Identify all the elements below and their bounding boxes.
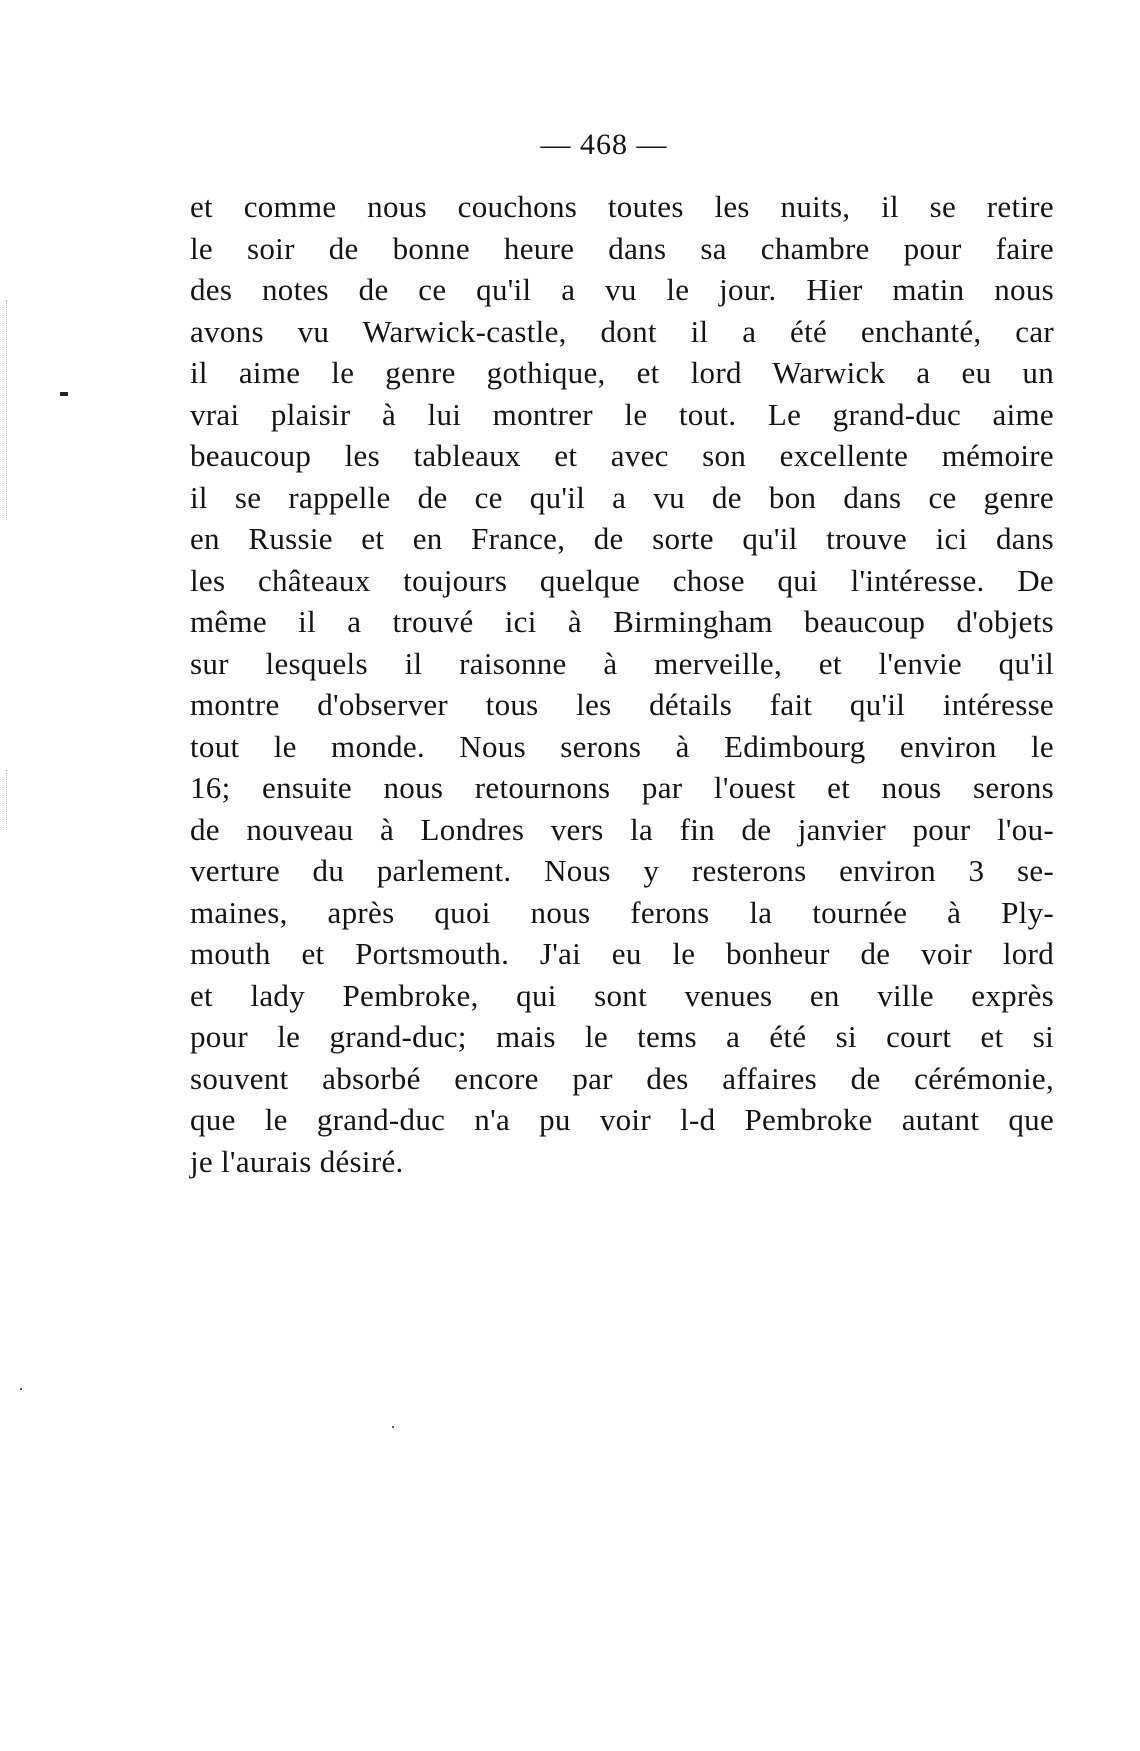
text-line: montre d'observer tous les détails fait qu'il intéresse <box>190 687 1054 722</box>
speck <box>392 1426 394 1428</box>
text-line: les châteaux toujours quelque chose qui l'intéresse. De <box>190 562 1054 598</box>
text-line: verture du parlement. Nous y resterons environ 3 se- <box>190 853 1054 888</box>
margin-mark <box>60 392 68 396</box>
left-edge-dots-lower <box>6 770 8 830</box>
text-line: mouth et Portsmouth. J'ai eu le bonheur de voir lord <box>190 936 1054 971</box>
text-line: maines, après quoi nous ferons la tournée à Ply- <box>190 894 1054 930</box>
text-line: et lady Pembroke, qui sont venues en ville exprès <box>190 977 1054 1013</box>
speck <box>20 1388 22 1390</box>
text-line: tout le monde. Nous serons à Edimbourg environ le <box>190 728 1054 764</box>
text-line: vrai plaisir à lui montrer le tout. Le grand-duc aime <box>190 396 1054 432</box>
text-line: en Russie et en France, de sorte qu'il trouve ici dans <box>190 521 1054 556</box>
text-line: des notes de ce qu'il a vu le jour. Hier matin nous <box>190 272 1054 307</box>
text-line: le soir de bonne heure dans sa chambre pour faire <box>190 230 1054 266</box>
text-line: sur lesquels il raisonne à merveille, et l'envie qu'il <box>190 645 1054 681</box>
body-text <box>190 186 1054 1182</box>
text-line: beaucoup les tableaux et avec son excellente mémoire <box>190 438 1054 473</box>
text-line: 16; ensuite nous retournons par l'ouest et nous serons <box>190 770 1054 805</box>
text-line: il se rappelle de ce qu'il a vu de bon dans ce genre <box>190 479 1054 515</box>
text-line: avons vu Warwick-castle, dont il a été enchanté, car <box>190 313 1054 349</box>
left-edge-dots <box>6 300 8 520</box>
text-line: et comme nous couchons toutes les nuits, il se retire <box>190 189 1054 224</box>
text-line: pour le grand-duc; mais le tems a été si court et si <box>190 1019 1054 1054</box>
text-line: je l'aurais désiré. <box>190 1143 404 1179</box>
text-line: que le grand-duc n'a pu voir l-d Pembroke autant que <box>190 1102 1054 1137</box>
text-line: souvent absorbé encore par des affaires de cérémonie, <box>190 1060 1054 1096</box>
text-line: il aime le genre gothique, et lord Warwick a eu un <box>190 355 1054 390</box>
page-number: — 468 — <box>540 128 668 161</box>
text-line: de nouveau à Londres vers la fin de janvier pour l'ou- <box>190 811 1054 847</box>
text-line: même il a trouvé ici à Birmingham beaucoup d'objets <box>190 604 1054 639</box>
